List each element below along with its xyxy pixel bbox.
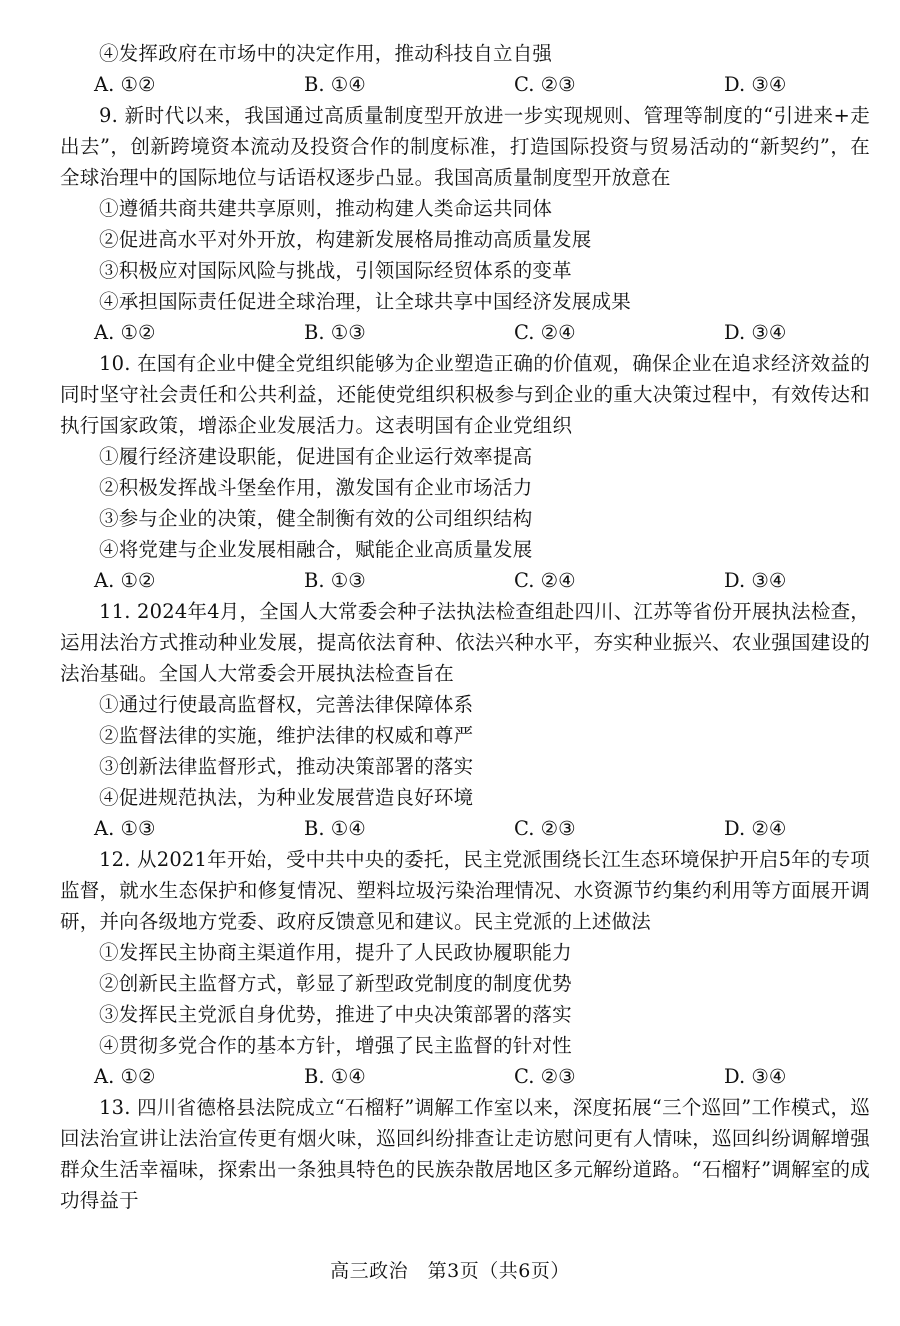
q8-choice-c: C. ②③ [514,73,576,96]
page-footer: 高三政治 第3页（共6页） [330,1260,570,1282]
q11-stem: 11. 2024年4月，全国人大常委会种子法执法检查组赴四川、江苏等省份开展执法检查，运用法治方式推动种业发展，提高依法育种、依法兴种水平，夯实种业振兴、农业强国建设的法治基础。全国人大常委会开展执法检查旨在 [60,600,870,685]
q11-statement-1: ①通过行使最高监督权，完善法律保障体系 [99,693,474,716]
q9-stem: 9. 新时代以来，我国通过高质量制度型开放进一步实现规则、管理等制度的“引进来+走出去”，创新跨境资本流动及投资合作的制度标准，打造国际投资与贸易活动的“新契约”，在全球治理中的国际地位与话语权逐步凸显。我国高质量制度型开放意在 [60,104,870,189]
q12-statement-4: ④贯彻多党合作的基本方针，增强了民主监督的针对性 [99,1034,572,1057]
q10-statement-1: ①履行经济建设职能，促进国有企业运行效率提高 [99,445,533,468]
q12-choices [60,1061,870,1092]
q9-choice-c: C. ②④ [514,321,576,344]
q11-statement-4: ④促进规范执法，为种业发展营造良好环境 [99,786,474,809]
q12-choice-d: D. ③④ [724,1065,787,1088]
q9-statement-1: ①遵循共商共建共享原则，推动构建人类命运共同体 [99,197,553,220]
q12-statement-3: ③发挥民主党派自身优势，推进了中央决策部署的落实 [99,1003,572,1026]
q9-choice-b: B. ①③ [304,321,366,344]
q11-choice-c: C. ②③ [514,817,576,840]
q11-choices [60,813,870,844]
q10-choice-d: D. ③④ [724,569,787,592]
q10-stem: 10. 在国有企业中健全党组织能够为企业塑造正确的价值观，确保企业在追求经济效益的同时坚守社会责任和公共利益，还能使党组织积极参与到企业的重大决策过程中，有效传达和执行国家政策，增添企业发展活力。这表明国有企业党组织 [60,352,870,437]
q9-choices [60,317,870,348]
exam-page [60,38,870,1216]
q9-statement-2: ②促进高水平对外开放，构建新发展格局推动高质量发展 [99,228,592,251]
q11-choice-a: A. ①③ [94,817,156,840]
q9-choice-a: A. ①② [94,321,156,344]
q8-choices [60,69,870,100]
q11-statement-2: ②监督法律的实施，维护法律的权威和尊严 [99,724,474,747]
q12-statement-2: ②创新民主监督方式，彰显了新型政党制度的制度优势 [99,972,572,995]
q8-choice-b: B. ①④ [304,73,366,96]
q12-choice-b: B. ①④ [304,1065,366,1088]
q9-statement-4: ④承担国际责任促进全球治理，让全球共享中国经济发展成果 [99,290,631,313]
q13-stem: 13. 四川省德格县法院成立“石榴籽”调解工作室以来，深度拓展“三个巡回”工作模式，巡回法治宣讲让法治宣传更有烟火味，巡回纠纷排查让走访慰问更有人情味，巡回纠纷调解增强群众生活幸福味，探索出一条独具特色的民族杂散居地区多元解纷道路。“石榴籽”调解室的成功得益于 [60,1096,870,1212]
q9-choice-d: D. ③④ [724,321,787,344]
q8-choice-d: D. ③④ [724,73,787,96]
q9-statement-3: ③积极应对国际风险与挑战，引领国际经贸体系的变革 [99,259,572,282]
q8-choice-a: A. ①② [94,73,156,96]
q12-stem: 12. 从2021年开始，受中共中央的委托，民主党派围绕长江生态环境保护开启5年的专项监督，就水生态保护和修复情况、塑料垃圾污染治理情况、水资源节约集约利用等方面展开调研，并向各级地方党委、政府反馈意见和建议。民主党派的上述做法 [60,848,870,933]
q10-choices [60,565,870,596]
q10-choice-a: A. ①② [94,569,156,592]
q11-choice-d: D. ②④ [724,817,787,840]
q10-statement-3: ③参与企业的决策，健全制衡有效的公司组织结构 [99,507,533,530]
q12-choice-c: C. ②③ [514,1065,576,1088]
q8-statement-4: ④发挥政府在市场中的决定作用，推动科技自立自强 [99,42,553,65]
q10-statement-4: ④将党建与企业发展相融合，赋能企业高质量发展 [99,538,533,561]
q12-choice-a: A. ①② [94,1065,156,1088]
q10-choice-b: B. ①③ [304,569,366,592]
q11-statement-3: ③创新法律监督形式，推动决策部署的落实 [99,755,474,778]
q10-statement-2: ②积极发挥战斗堡垒作用，激发国有企业市场活力 [99,476,533,499]
q11-choice-b: B. ①④ [304,817,366,840]
q12-statement-1: ①发挥民主协商主渠道作用，提升了人民政协履职能力 [99,941,572,964]
q10-choice-c: C. ②④ [514,569,576,592]
